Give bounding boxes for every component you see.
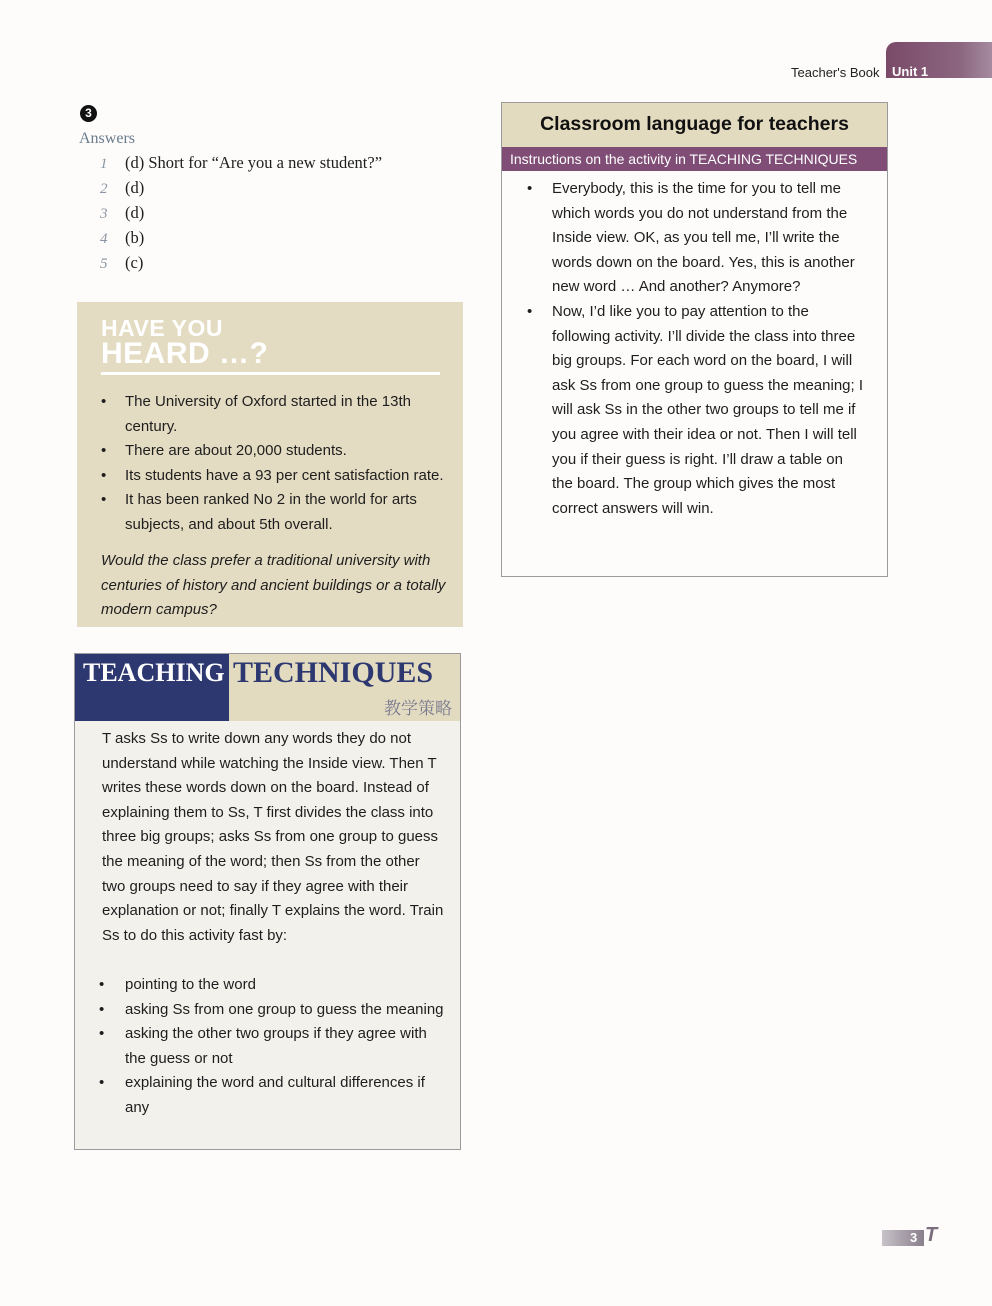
technique-step-text: asking Ss from one group to guess the meaning — [125, 1000, 444, 1018]
answer-item — [100, 227, 382, 252]
classroom-language-box — [501, 102, 888, 577]
header-book-label: Teacher's Book — [791, 65, 880, 80]
title-underline — [101, 372, 440, 375]
answer-number: 5 — [100, 256, 108, 272]
answer-text: (d) — [125, 178, 145, 197]
answer-number: 1 — [100, 156, 108, 172]
technique-step — [99, 973, 444, 998]
bullet-icon: • — [99, 1025, 105, 1043]
answer-number: 3 — [100, 206, 108, 222]
have-you-heard-box — [77, 302, 463, 627]
answer-text: (d) Short for “Are you a new student?” — [125, 153, 383, 172]
fact-item — [101, 439, 455, 464]
fact-item — [101, 488, 455, 537]
fact-text: Its students have a 93 per cent satisfaction rate. — [125, 466, 444, 484]
teaching-techniques-title-word2: TECHNIQUES — [233, 656, 434, 689]
technique-step — [99, 998, 444, 1023]
technique-steps-list — [99, 973, 444, 1121]
have-you-heard-title-line2: HEARD …? — [101, 337, 269, 370]
answer-text: (b) — [125, 228, 145, 247]
page-number-suffix: T — [925, 1224, 938, 1246]
instruction-text: Everybody, this is the time for you to tell me which words you do not understand from the Inside view. OK, as you tell me, I’ll write the words down on the board. Yes, this is another new word … And another? Anymore? — [552, 180, 855, 296]
exercise-number-icon: 3 — [80, 105, 97, 122]
teaching-techniques-header — [75, 654, 460, 721]
technique-step — [99, 1022, 444, 1071]
page-number: 3 — [910, 1230, 918, 1245]
teaching-techniques-title-chinese: 教学策略 — [384, 699, 452, 718]
technique-step — [99, 1071, 444, 1120]
bullet-icon: • — [527, 302, 533, 320]
technique-step-text: asking the other two groups if they agree with the guess or not — [125, 1025, 427, 1067]
discussion-question: Would the class prefer a traditional university with centuries of history and ancient buildings or a totally modern campus? — [101, 552, 446, 619]
answer-text: (c) — [125, 253, 144, 272]
technique-step-text: pointing to the word — [125, 976, 256, 993]
teaching-techniques-body: T asks Ss to write down any words they do not understand while watching the Inside view. Then T writes these words down on the board. Instead of explaining them to Ss, T first divides the class into three big groups; asks Ss from one group to guess the meaning of the word; then Ss from the other two groups need to say if they agree with their explanation or not; finally T explains the word. Train Ss to do this activity fast by: — [102, 730, 444, 944]
answer-item — [100, 202, 382, 227]
bullet-icon: • — [99, 1074, 105, 1092]
instruction-item — [527, 300, 867, 521]
fact-item — [101, 464, 455, 489]
answers-list — [100, 152, 382, 277]
fact-text: There are about 20,000 students. — [125, 442, 347, 460]
facts-list — [101, 390, 455, 538]
classroom-language-list — [527, 177, 867, 521]
instruction-item — [527, 177, 867, 300]
bullet-icon: • — [527, 180, 533, 197]
have-you-heard-title-line1: HAVE YOU — [101, 315, 224, 341]
classroom-language-title: Classroom language for teachers — [540, 113, 849, 135]
fact-text: The University of Oxford started in the 13th century. — [125, 393, 411, 435]
teaching-techniques-title-word1: TEACHING — [83, 658, 225, 687]
page-number-bar — [882, 1230, 924, 1246]
fact-text: It has been ranked No 2 in the world for arts subjects, and about 5th overall. — [125, 491, 417, 533]
header-unit-label: Unit 1 — [892, 64, 929, 79]
teaching-techniques-box — [74, 653, 461, 1150]
fact-item — [101, 390, 455, 439]
bullet-icon: • — [99, 1000, 105, 1018]
bullet-icon: • — [101, 442, 107, 460]
answer-item — [100, 252, 382, 277]
bullet-icon: • — [101, 466, 107, 484]
bullet-icon: • — [99, 976, 105, 993]
answer-item — [100, 152, 382, 177]
bullet-icon: • — [101, 491, 107, 509]
answer-number: 2 — [100, 181, 108, 197]
classroom-language-subtitle: Instructions on the activity in TEACHING TECHNIQUES — [510, 151, 858, 167]
technique-step-text: explaining the word and cultural differences if any — [125, 1074, 425, 1116]
bullet-icon: • — [101, 393, 107, 410]
answers-title: Answers — [79, 130, 135, 147]
answer-item — [100, 177, 382, 202]
answer-text: (d) — [125, 203, 145, 222]
answer-number: 4 — [100, 231, 108, 247]
instruction-text: Now, I’d like you to pay attention to the following activity. I’ll divide the class into three big groups. For each word on the board, I will ask Ss from one group to guess the meaning; I will ask Ss in the other two groups to tell me if you agree with their idea or not. Then I will tell you if their guess is right. I’ll draw a table on the board. The group which gives the most correct answers will win. — [552, 302, 864, 517]
